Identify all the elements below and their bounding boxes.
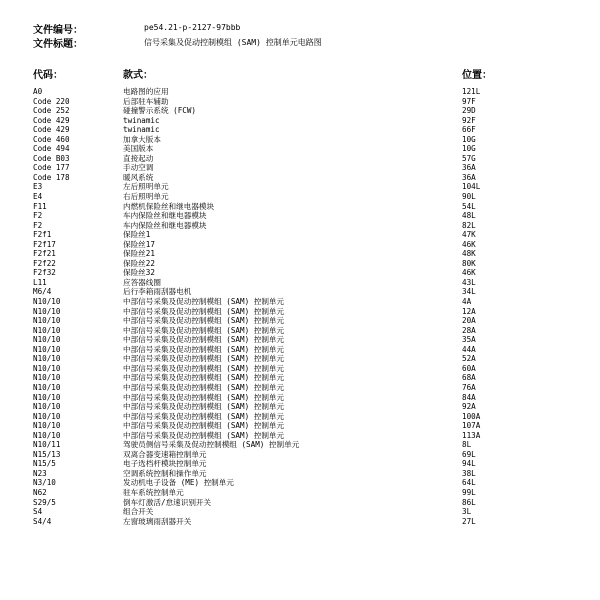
row-model: 电路图的应用 xyxy=(123,87,169,96)
row-position: 57G xyxy=(462,153,476,163)
table-row xyxy=(0,517,600,527)
row-position: 99L xyxy=(462,487,476,497)
table-row xyxy=(0,268,600,278)
table-row xyxy=(0,144,600,154)
row-model: 中部信号采集及促动控制模组 (SAM) 控制单元 xyxy=(123,392,285,402)
row-model: 中部信号采集及促动控制模组 (SAM) 控制单元 xyxy=(123,316,285,326)
row-code: Code 220 xyxy=(33,96,70,106)
row-code: N10/10 xyxy=(33,392,61,402)
column-header-model: 款式： xyxy=(123,70,153,81)
row-position: 36A xyxy=(462,163,476,173)
table-row xyxy=(0,354,600,364)
row-position: 90L xyxy=(462,192,476,202)
row-model: 中部信号采集及促动控制模组 (SAM) 控制单元 xyxy=(123,344,285,354)
row-model: 中部信号采集及促动控制模组 (SAM) 控制单元 xyxy=(123,335,285,345)
table-row xyxy=(0,364,600,374)
row-code: N10/10 xyxy=(33,306,61,316)
row-position: 86L xyxy=(462,497,476,507)
table-row xyxy=(0,393,600,403)
row-position: 84A xyxy=(462,392,476,402)
row-model: 保险丝32 xyxy=(123,268,155,278)
table-row xyxy=(0,116,600,126)
row-position: 10G xyxy=(462,144,476,154)
row-position: 10G xyxy=(462,134,476,144)
table-row xyxy=(0,478,600,488)
row-model: 中部信号采集及促动控制模组 (SAM) 控制单元 xyxy=(123,430,285,440)
table-row xyxy=(0,412,600,422)
table-row xyxy=(0,135,600,145)
row-code: N10/11 xyxy=(33,440,61,450)
row-code: N10/10 xyxy=(33,297,61,307)
row-position: 48K xyxy=(462,249,476,259)
row-model: 驾驶员侧信号采集及促动控制模组 (SAM) 控制单元 xyxy=(123,440,300,450)
row-position: 94L xyxy=(462,459,476,469)
row-position: 28A xyxy=(462,325,476,335)
row-position: 3L xyxy=(462,507,472,517)
table-row xyxy=(0,221,600,231)
row-model: 组合开关 xyxy=(123,507,154,517)
table-row xyxy=(0,173,600,183)
table-row xyxy=(0,125,600,135)
row-code: F2f22 xyxy=(33,258,56,268)
row-position: 38L xyxy=(462,468,476,478)
row-code: S4 xyxy=(33,507,43,517)
row-code: Code 429 xyxy=(33,115,70,125)
row-model: 倒车灯激活/怠速识别开关 xyxy=(123,497,212,507)
table-row xyxy=(0,316,600,326)
table-row xyxy=(0,326,600,336)
row-code: A0 xyxy=(33,87,43,96)
table-row xyxy=(0,373,600,383)
row-code: E3 xyxy=(33,182,43,192)
row-code: F2f17 xyxy=(33,239,56,249)
doc-number-value: pe54.21-p-2127-97bbb xyxy=(144,23,241,32)
row-model: 内燃机保险丝和继电器模块 xyxy=(123,201,215,211)
table-row xyxy=(0,450,600,460)
table-row xyxy=(0,488,600,498)
row-model: 双离合器变速箱控制单元 xyxy=(123,449,207,459)
row-position: 92F xyxy=(462,115,476,125)
row-model: 直接起动 xyxy=(123,153,154,163)
row-code: N10/10 xyxy=(33,373,61,383)
row-model: 应答器线圈 xyxy=(123,277,161,287)
table-row xyxy=(0,287,600,297)
row-code: N10/10 xyxy=(33,316,61,326)
row-model: 保险丝21 xyxy=(123,249,155,259)
table-row xyxy=(0,459,600,469)
row-model: 电子选档杆模块控制单元 xyxy=(123,459,207,469)
row-position: 20A xyxy=(462,316,476,326)
row-code: F2f21 xyxy=(33,249,56,259)
row-code: Code 252 xyxy=(33,106,70,116)
row-position: 35A xyxy=(462,335,476,345)
row-position: 80K xyxy=(462,258,476,268)
row-code: N15/13 xyxy=(33,449,61,459)
row-code: N10/10 xyxy=(33,354,61,364)
row-model: 中部信号采集及促动控制模组 (SAM) 控制单元 xyxy=(123,373,285,383)
row-model: 保险丝17 xyxy=(123,239,155,249)
row-model: 左后照明单元 xyxy=(123,182,169,192)
table-row xyxy=(0,192,600,202)
table-row xyxy=(0,163,600,173)
table-row xyxy=(0,383,600,393)
row-position: 64L xyxy=(462,478,476,488)
row-code: Code B03 xyxy=(33,153,70,163)
row-model: 中部信号采集及促动控制模组 (SAM) 控制单元 xyxy=(123,382,285,392)
row-position: 48L xyxy=(462,211,476,221)
row-code: E4 xyxy=(33,192,43,202)
row-position: 54L xyxy=(462,201,476,211)
row-model: 中部信号采集及促动控制模组 (SAM) 控制单元 xyxy=(123,411,285,421)
row-model: 后行李箱雨刮器电机 xyxy=(123,287,192,297)
row-position: 46K xyxy=(462,239,476,249)
row-code: Code 178 xyxy=(33,172,70,182)
row-position: 76A xyxy=(462,382,476,392)
row-position: 52A xyxy=(462,354,476,364)
doc-number-label: 文件编号： xyxy=(33,25,83,36)
row-code: F2f32 xyxy=(33,268,56,278)
row-code: N10/10 xyxy=(33,325,61,335)
row-model: 中部信号采集及促动控制模组 (SAM) 控制单元 xyxy=(123,297,285,307)
row-code: Code 177 xyxy=(33,163,70,173)
row-position: 113A xyxy=(462,430,481,440)
table-row xyxy=(0,249,600,259)
row-position: 104L xyxy=(462,182,481,192)
table-row xyxy=(0,202,600,212)
row-code: N62 xyxy=(33,487,47,497)
row-model: 手动空调 xyxy=(123,163,154,173)
table-row xyxy=(0,507,600,517)
table-row xyxy=(0,240,600,250)
row-code: N10/10 xyxy=(33,363,61,373)
row-model: twinamic xyxy=(123,115,160,125)
table-row xyxy=(0,154,600,164)
row-position: 68A xyxy=(462,373,476,383)
row-position: 34L xyxy=(462,287,476,297)
doc-title-value: 信号采集及促动控制模组 (SAM) 控制单元电路图 xyxy=(144,38,322,47)
row-model: 左窗玻璃雨刮器开关 xyxy=(123,516,192,526)
table-row xyxy=(0,182,600,192)
row-position: 121L xyxy=(462,87,481,96)
row-position: 60A xyxy=(462,363,476,373)
table-row xyxy=(0,402,600,412)
row-position: 46K xyxy=(462,268,476,278)
row-code: M6/4 xyxy=(33,287,52,297)
row-code: F2 xyxy=(33,211,43,221)
row-model: twinamic xyxy=(123,125,160,135)
row-code: Code 429 xyxy=(33,125,70,135)
table-row xyxy=(0,87,600,97)
row-code: N3/10 xyxy=(33,478,56,488)
doc-title-label: 文件标题： xyxy=(33,39,83,50)
row-model: 中部信号采集及促动控制模组 (SAM) 控制单元 xyxy=(123,421,285,431)
row-position: 107A xyxy=(462,421,481,431)
row-position: 69L xyxy=(462,449,476,459)
row-model: 中部信号采集及促动控制模组 (SAM) 控制单元 xyxy=(123,363,285,373)
table-row xyxy=(0,431,600,441)
row-code: S4/4 xyxy=(33,516,52,526)
row-code: F11 xyxy=(33,201,47,211)
row-position: 8L xyxy=(462,440,472,450)
table-row xyxy=(0,297,600,307)
row-code: N10/10 xyxy=(33,402,61,412)
row-model: 保险丝1 xyxy=(123,230,151,240)
row-position: 12A xyxy=(462,306,476,316)
row-code: N10/10 xyxy=(33,411,61,421)
table-row xyxy=(0,106,600,116)
table-row xyxy=(0,345,600,355)
row-model: 驻车系统控制单元 xyxy=(123,487,184,497)
row-model: 发动机电子设备 (ME) 控制单元 xyxy=(123,478,234,488)
row-model: 加拿大版本 xyxy=(123,134,161,144)
row-position: 97F xyxy=(462,96,476,106)
table-row xyxy=(0,97,600,107)
row-model: 右后照明单元 xyxy=(123,192,169,202)
row-model: 中部信号采集及促动控制模组 (SAM) 控制单元 xyxy=(123,325,285,335)
row-model: 中部信号采集及促动控制模组 (SAM) 控制单元 xyxy=(123,354,285,364)
row-position: 4A xyxy=(462,297,472,307)
row-model: 车内保险丝和继电器模块 xyxy=(123,211,207,221)
row-model: 车内保险丝和继电器模块 xyxy=(123,220,207,230)
table-row xyxy=(0,469,600,479)
row-model: 中部信号采集及促动控制模组 (SAM) 控制单元 xyxy=(123,306,285,316)
table-row xyxy=(0,307,600,317)
table-row xyxy=(0,421,600,431)
row-code: S29/5 xyxy=(33,497,56,507)
row-code: Code 494 xyxy=(33,144,70,154)
row-code: N10/10 xyxy=(33,430,61,440)
table-row xyxy=(0,211,600,221)
table-row xyxy=(0,335,600,345)
row-position: 36A xyxy=(462,172,476,182)
row-model: 中部信号采集及促动控制模组 (SAM) 控制单元 xyxy=(123,402,285,412)
row-position: 44A xyxy=(462,344,476,354)
table-row xyxy=(0,440,600,450)
column-header-position: 位置： xyxy=(462,70,492,81)
row-code: L11 xyxy=(33,277,47,287)
row-model: 后部驻车辅助 xyxy=(123,96,169,106)
row-position: 82L xyxy=(462,220,476,230)
row-code: N10/10 xyxy=(33,421,61,431)
row-position: 100A xyxy=(462,411,481,421)
column-header-code: 代码： xyxy=(33,70,63,81)
table-row xyxy=(0,259,600,269)
row-code: Code 460 xyxy=(33,134,70,144)
row-code: N10/10 xyxy=(33,335,61,345)
row-model: 碰撞警示系统 (FCW) xyxy=(123,106,196,116)
component-list xyxy=(0,87,600,526)
row-code: F2f1 xyxy=(33,230,52,240)
row-code: N23 xyxy=(33,468,47,478)
table-row xyxy=(0,498,600,508)
row-code: N10/10 xyxy=(33,382,61,392)
row-model: 保险丝22 xyxy=(123,258,155,268)
row-code: N10/10 xyxy=(33,344,61,354)
row-position: 47K xyxy=(462,230,476,240)
row-position: 66F xyxy=(462,125,476,135)
row-position: 27L xyxy=(462,516,476,526)
row-code: F2 xyxy=(33,220,43,230)
row-position: 43L xyxy=(462,277,476,287)
row-position: 92A xyxy=(462,402,476,412)
table-row xyxy=(0,230,600,240)
row-code: N15/5 xyxy=(33,459,56,469)
row-model: 空调系统控制和操作单元 xyxy=(123,468,207,478)
row-position: 29D xyxy=(462,106,476,116)
row-model: 暖风系统 xyxy=(123,172,154,182)
table-row xyxy=(0,278,600,288)
row-model: 美国版本 xyxy=(123,144,154,154)
